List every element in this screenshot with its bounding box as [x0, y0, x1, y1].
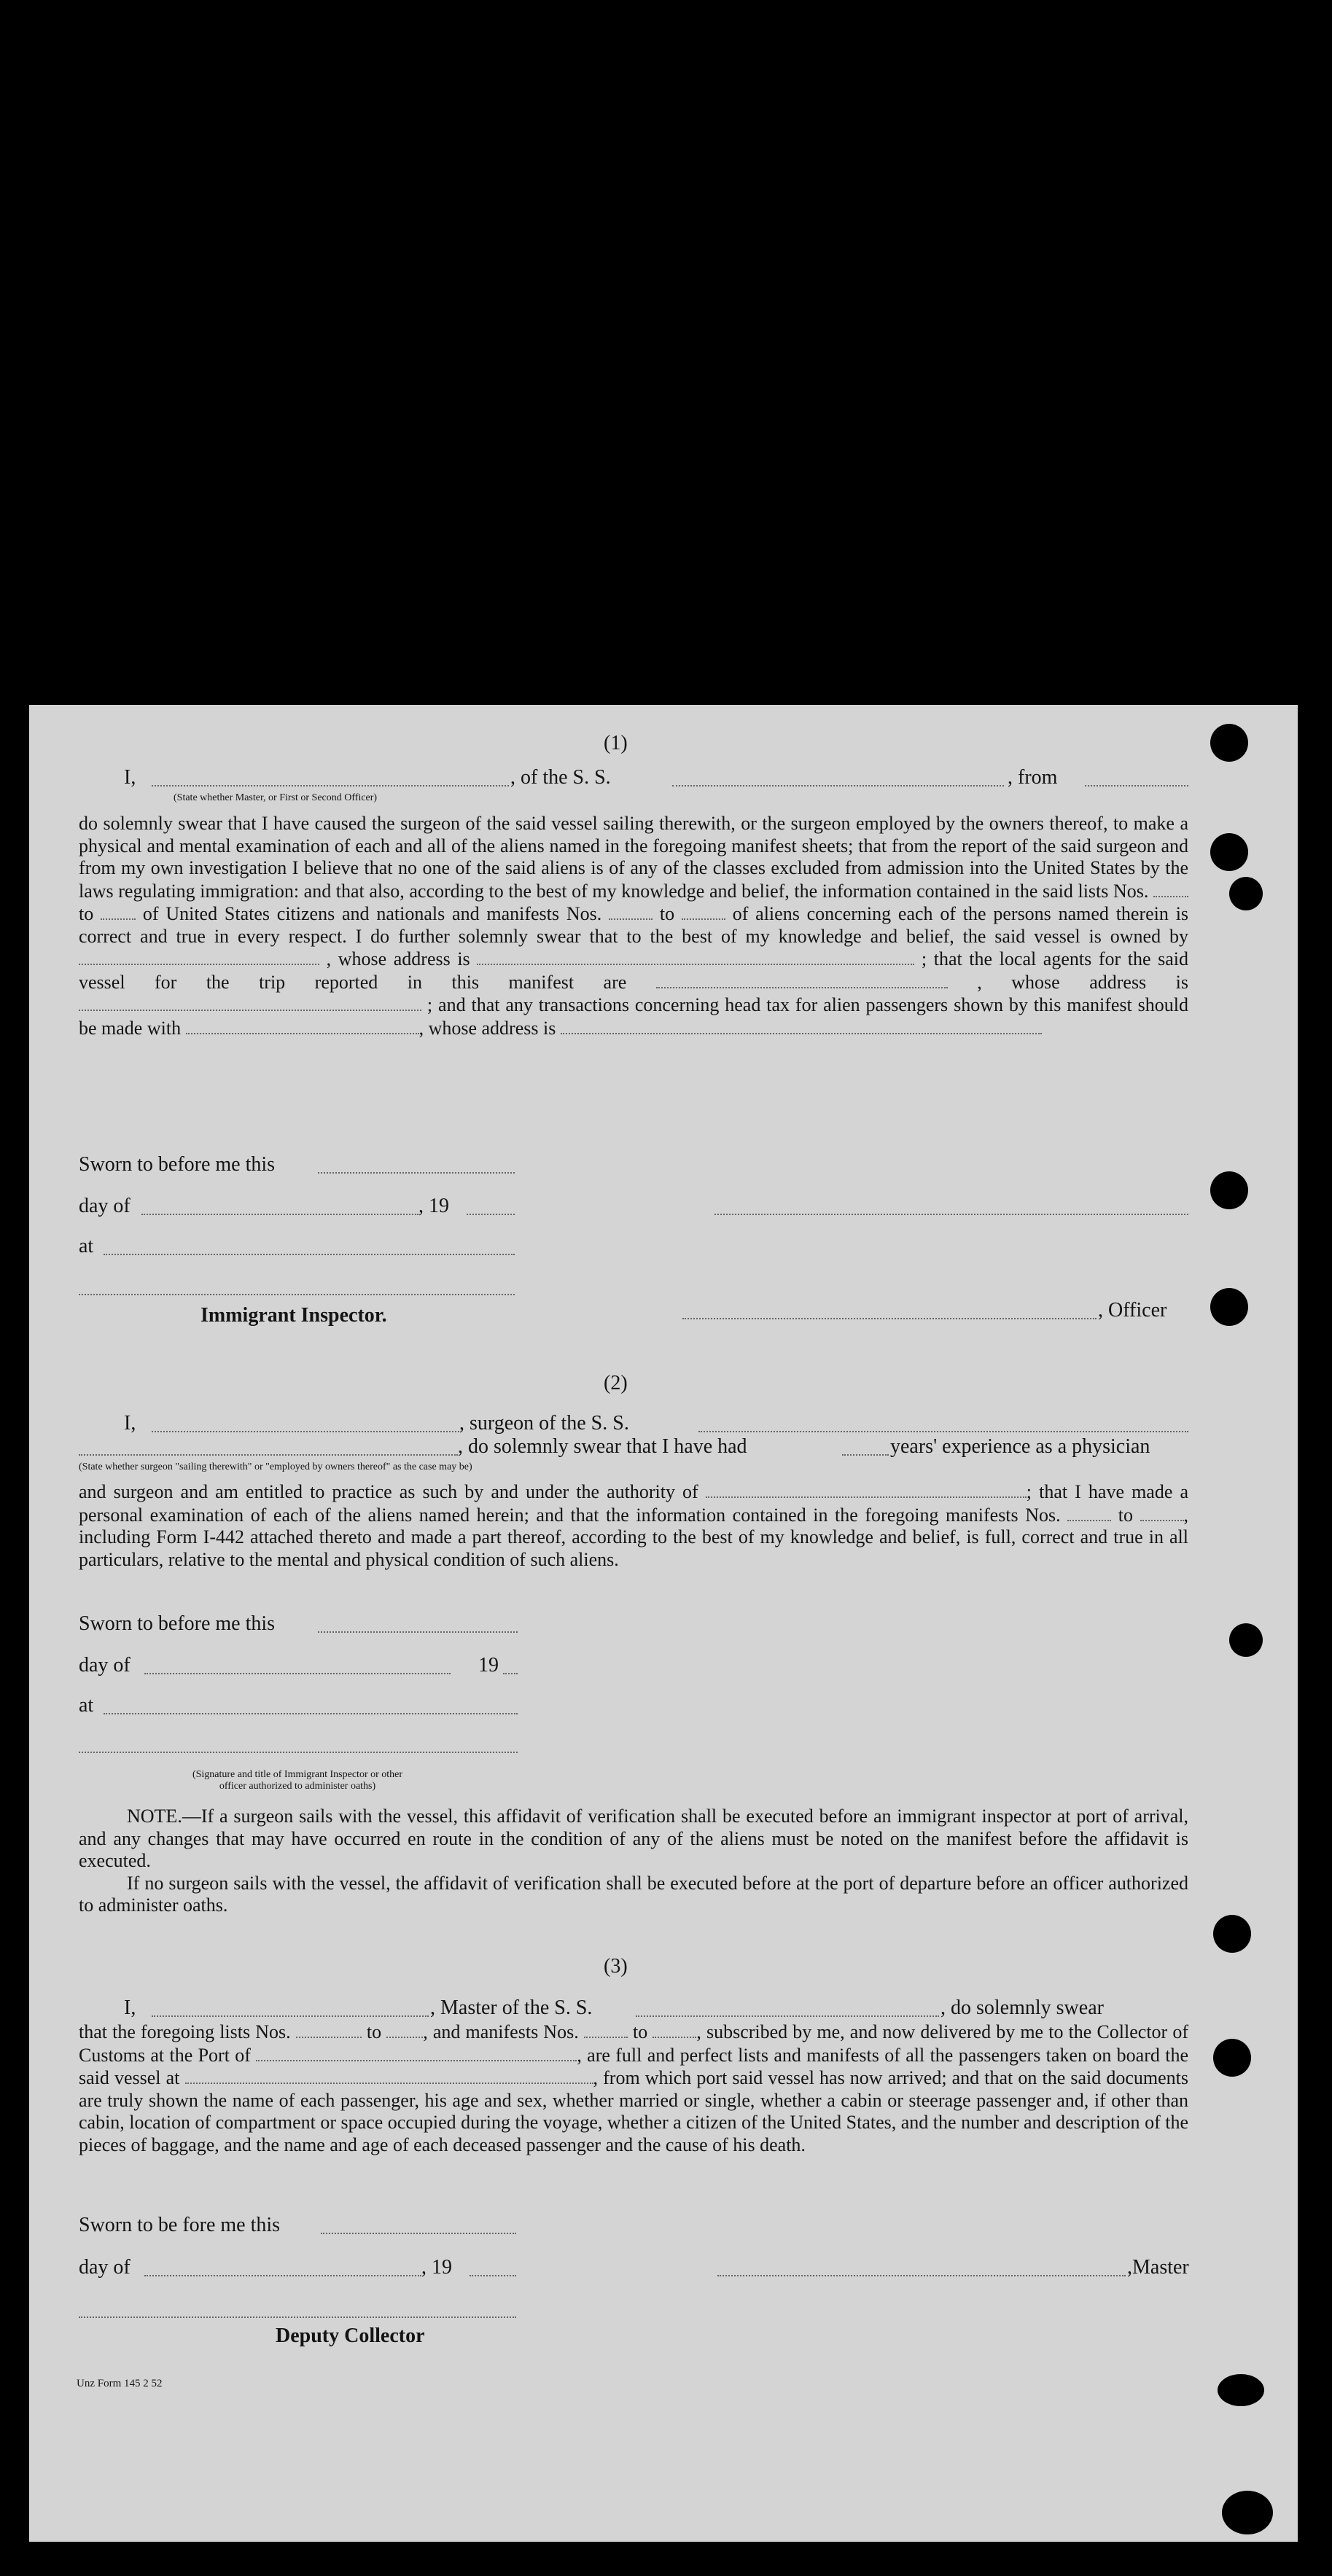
section-number: (2) — [604, 1372, 628, 1394]
head-tax-address-field[interactable] — [561, 1017, 1042, 1034]
day-month-field[interactable] — [141, 1198, 418, 1215]
from-port-field[interactable] — [1085, 769, 1188, 787]
embark-port-field[interactable] — [185, 2066, 593, 2084]
manifests-to-field[interactable] — [682, 902, 725, 920]
surgeon-inspector-line — [79, 1733, 575, 1759]
deputy-title: Deputy Collector — [276, 2325, 425, 2347]
year-field[interactable] — [467, 1198, 515, 1215]
master-manifests-from-field[interactable] — [584, 2021, 628, 2038]
deputy-signature-field[interactable] — [79, 2300, 516, 2318]
surgeon-name-field[interactable] — [152, 1415, 459, 1432]
sig-note: (Signature and title of Immigrant Inspector or other officer authorized to administer oaths) — [192, 1769, 403, 1792]
master-vessel-field[interactable] — [636, 1999, 939, 2017]
surgeon-at-field[interactable] — [104, 1697, 518, 1714]
section-number: (1) — [604, 732, 628, 754]
punch-hole — [1222, 2491, 1273, 2534]
punch-hole — [1213, 2039, 1251, 2077]
port-field[interactable] — [256, 2044, 577, 2061]
punch-hole — [1210, 724, 1248, 762]
master-year-field[interactable] — [470, 2259, 516, 2276]
master-day-month-field[interactable] — [144, 2259, 421, 2276]
surgeon-note: (State whether surgeon "sailing therewith" or "employed by owners thereof" as the case may be) — [79, 1461, 472, 1472]
form-number: Unz Form 145 2 52 — [77, 2378, 163, 2389]
sworn-line: Sworn to before me this — [79, 1153, 575, 1179]
section3-body — [79, 2021, 1188, 2156]
surgeon-manifests-from-field[interactable] — [1067, 1504, 1111, 1521]
punch-hole — [1218, 2374, 1264, 2406]
surgeon-year-field[interactable] — [503, 1657, 518, 1674]
officer-signature-line: , Officer — [682, 1299, 1185, 1325]
manifests-from-field[interactable] — [609, 902, 653, 920]
note-paragraph: NOTE.—If a surgeon sails with the vessel, this affidavit of verification shall be executed before an immigrant inspector at port of arrival, and any changes that may have occurred en route in the condition of any of the aliens must be noted on the manifest before the affidavit is executed. — [79, 1806, 1188, 1871]
master-sworn-day-field[interactable] — [321, 2217, 516, 2234]
punch-hole — [1210, 1171, 1248, 1209]
master-lists-from-field[interactable] — [296, 2021, 362, 2038]
master-day-line: day of , 19 ,Master — [79, 2256, 1189, 2279]
manifest-affidavit-sheet — [29, 705, 1298, 2542]
vessel-name-field[interactable] — [672, 769, 1004, 787]
owner-address-field[interactable] — [477, 948, 914, 965]
surgeon-manifests-to-field[interactable] — [1140, 1504, 1184, 1521]
lists-to-field[interactable] — [101, 902, 136, 920]
day-line: day of , 19 — [79, 1195, 1187, 1221]
agents-field[interactable] — [656, 971, 948, 988]
section2-paragraph: and surgeon and am entitled to practice as such by and under the authority of ; that I have made a personal examination of each of the aliens named herein; and that the information contained in the foregoing manifests Nos. to , including Form I-442 attached thereto and made a part thereof, according to the best of my knowledge and belief, is full, correct and true in all particulars, relative to the mental and physical condition of such aliens. — [79, 1481, 1189, 1570]
master-line: I, , Master of the S. S. , do solemnly swear — [124, 1997, 1104, 2019]
owner-field[interactable] — [79, 948, 319, 965]
years-field[interactable] — [842, 1438, 889, 1456]
signature-line[interactable] — [714, 1198, 1188, 1215]
lists-from-field[interactable] — [1153, 880, 1188, 897]
surgeon-day-line: day of 19 — [79, 1654, 575, 1680]
punch-hole — [1229, 877, 1263, 910]
surgeon-day-month-field[interactable] — [144, 1657, 451, 1674]
master-manifests-to-field[interactable] — [653, 2021, 696, 2038]
officer-name-field[interactable] — [152, 769, 509, 787]
section1-body — [79, 813, 1188, 1039]
section-number: (3) — [604, 1955, 628, 1978]
note-block — [79, 1806, 1188, 1917]
master-lists-to-field[interactable] — [386, 2021, 423, 2038]
surgeon-sworn-day-field[interactable] — [318, 1615, 518, 1633]
master-signature-field[interactable] — [717, 2259, 1126, 2276]
inspector-line — [79, 1275, 575, 1301]
punch-hole — [1229, 1623, 1263, 1657]
section2-body — [79, 1480, 1188, 1571]
officer-line: I, , of the S. S. , from — [124, 766, 1188, 792]
master-sworn-line: Sworn to be fore me this — [79, 2214, 575, 2240]
at-place-field[interactable] — [104, 1238, 515, 1255]
surgeon-status-field[interactable] — [79, 1438, 458, 1456]
surgeon-inspector-signature[interactable] — [79, 1736, 518, 1753]
note-paragraph: If no surgeon sails with the vessel, the affidavit of verification shall be executed before at the port of departure before an officer authorized to administer oaths. — [79, 1872, 1188, 1916]
officer-note: (State whether Master, or First or Second Officer) — [174, 792, 378, 803]
inspector-title: Immigrant Inspector. — [200, 1304, 387, 1327]
at-line: at — [79, 1235, 575, 1261]
punch-hole — [1210, 1288, 1248, 1326]
surgeon-line: I, , surgeon of the S. S. — [124, 1412, 1188, 1438]
officer-signature-field[interactable] — [682, 1302, 1097, 1319]
surgeon-at-line: at — [79, 1694, 575, 1720]
experience-line: , do solemnly swear that I have had years' experience as a physician — [79, 1435, 1188, 1461]
inspector-signature-line[interactable] — [79, 1278, 515, 1295]
master-name-field[interactable] — [152, 1999, 429, 2017]
surgeon-vessel-field[interactable] — [698, 1415, 1188, 1432]
punch-hole — [1213, 1915, 1251, 1953]
punch-hole — [1210, 833, 1248, 871]
surgeon-sworn-line: Sworn to before me this — [79, 1612, 575, 1639]
agents-address-field[interactable] — [79, 994, 421, 1011]
authority-field[interactable] — [706, 1480, 1027, 1498]
section1-paragraph: do solemnly swear that I have caused the surgeon of the said vessel sailing therewith, or the surgeon employed by the owners thereof, to make a physical and mental examination of each and all of the aliens named in the foregoing manifest sheets; that from the report of the said surgeon and from my own investigation I believe that no one of the said aliens is of any of the classes excluded from admission into the United States by the laws regulating immigration: and that also, according to the best of my knowledge and belief, the information contained in the said lists Nos. to of United States citizens and nationals and manifests Nos. to of aliens concerning each of the persons named therein is correct and true in every respect. I do further solemnly swear that to the best of my knowledge and belief, the said vessel is owned by , whose address is ; that the local agents for the said vessel for the trip reported in this manifest are , whose address is ; and that any transactions concerning head tax for alien passengers shown by this manifest should be made with , whose address is — [79, 813, 1189, 1039]
sworn-day-field[interactable] — [318, 1156, 515, 1174]
head-tax-field[interactable] — [186, 1017, 419, 1034]
section3-paragraph: that the foregoing lists Nos. to , and manifests Nos. to , subscribed by me, and now delivered by me to the Collector of Customs at the Port of , are full and perfect lists and manifests of all the passengers taken on board the said vessel at , from which port said vessel has now arrived; and that on the said documents are truly shown the name of each passenger, his age and sex, whether married or single, whether a cabin or steerage passenger and, if other than cabin, location of compartment or space occupied during the voyage, whether a citizen of the United States, and the number and description of the pieces of baggage, and the name and age of each deceased passenger and the cause of his death. — [79, 2021, 1189, 2155]
deputy-line — [79, 2298, 575, 2324]
